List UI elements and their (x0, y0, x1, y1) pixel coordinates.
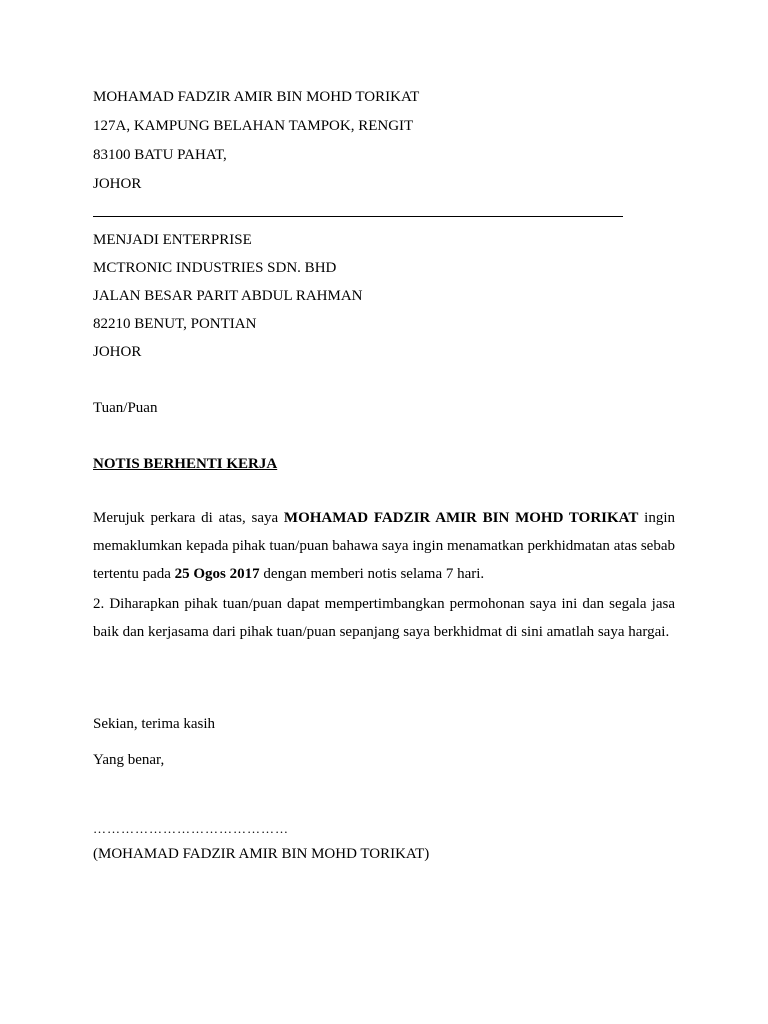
paragraph-1-prefix: Merujuk perkara di atas, saya (93, 510, 284, 526)
paragraph-1-suffix: dengan memberi notis selama 7 hari. (259, 566, 485, 582)
salutation: Tuan/Puan (93, 400, 158, 416)
separator-line (93, 216, 623, 217)
signature-line: …………………………………… (93, 821, 289, 836)
paragraph-1-name: MOHAMAD FADZIR AMIR BIN MOHD TORIKAT (283, 510, 639, 526)
paragraph-1-middle: ingin memaklumkan kepada pihak tuan/puan bahawa saya ingin menamatkan perkhidmatan atas sebab tertentu pada (93, 510, 676, 582)
sender-name: MOHAMAD FADZIR AMIR BIN MOHD TORIKAT (93, 89, 420, 105)
closing-text: Sekian, terima kasih (93, 716, 216, 732)
recipient-title: MENJADI ENTERPRISE (93, 232, 252, 248)
paragraph-1 (93, 504, 675, 588)
recipient-address-line2: 82210 BENUT, PONTIAN (93, 316, 257, 332)
recipient-state: JOHOR (93, 344, 142, 360)
signature-name: (MOHAMAD FADZIR AMIR BIN MOHD TORIKAT) (93, 846, 430, 862)
sender-address-line1: 127A, KAMPUNG BELAHAN TAMPOK, RENGIT (93, 118, 414, 134)
paragraph-1-date: 25 Ogos 2017 (174, 566, 260, 582)
paragraph-2: 2. Diharapkan pihak tuan/puan dapat mempertimbangkan permohonan saya ini dan segala jasa baik dan kerjasama dari pihak tuan/puan sepanjang saya berkhidmat di sini amatlah saya hargai. (93, 596, 675, 640)
subject-heading: NOTIS BERHENTI KERJA (93, 456, 278, 472)
signoff-text: Yang benar, (93, 752, 165, 768)
sender-address-line2: 83100 BATU PAHAT, (93, 147, 227, 163)
sender-state: JOHOR (93, 176, 142, 192)
recipient-address-line1: JALAN BESAR PARIT ABDUL RAHMAN (93, 288, 363, 304)
recipient-company: MCTRONIC INDUSTRIES SDN. BHD (93, 260, 337, 276)
